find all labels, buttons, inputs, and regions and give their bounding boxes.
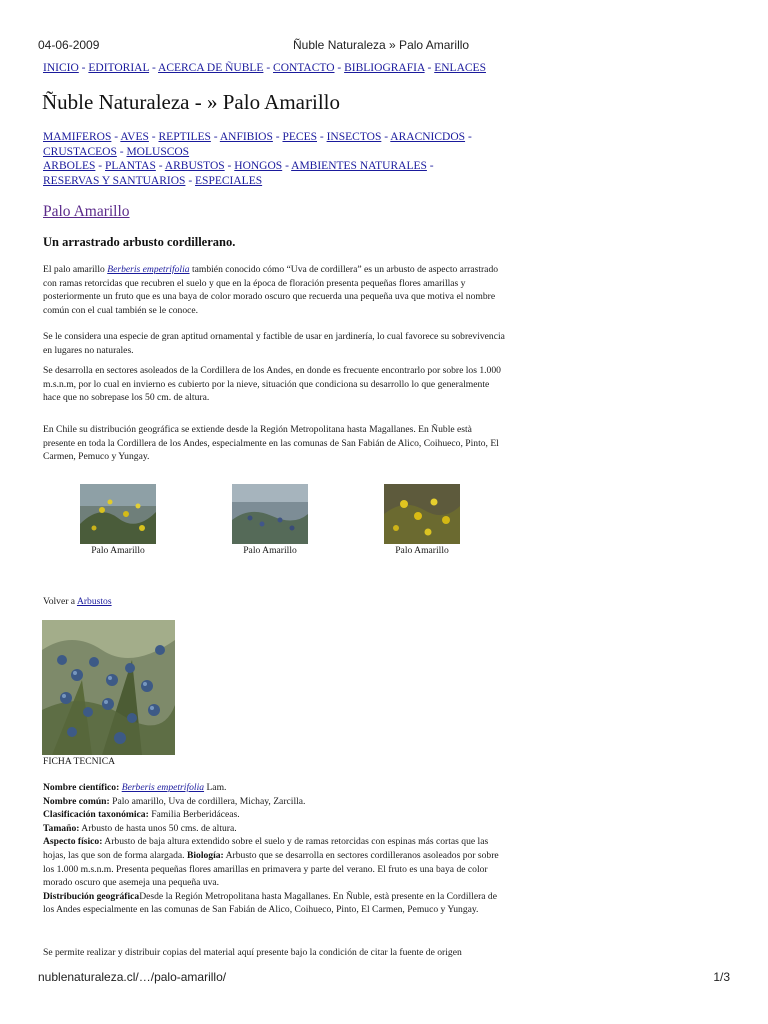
top-nav: INICIO - EDITORIAL - ACERCA DE ÑUBLE - CONTACTO - BIBLIOGRAFIA - ENLACES: [43, 62, 486, 74]
species-link[interactable]: Berberis empetrifolia: [107, 264, 190, 275]
gallery-thumbnail[interactable]: [384, 484, 460, 544]
ficha-taxonomy: Clasificación taxonómica: Familia Berberidáceas.: [43, 809, 240, 821]
ficha-size: Tamaño: Arbusto de hasta unos 50 cms. de altura.: [43, 822, 237, 834]
cat-link-anfibios[interactable]: ANFIBIOS: [219, 131, 273, 143]
nav-link-editorial[interactable]: EDITORIAL: [88, 62, 150, 74]
cat-link-peces[interactable]: PECES: [282, 131, 317, 143]
cat-link-ambientes[interactable]: AMBIENTES NATURALES: [291, 160, 427, 172]
gallery-caption: Palo Amarillo: [243, 545, 297, 556]
cat-link-reptiles[interactable]: REPTILES: [158, 131, 211, 143]
category-nav: [43, 130, 483, 188]
ficha-heading: FICHA TECNICA: [43, 756, 116, 767]
gallery-caption: Palo Amarillo: [91, 545, 145, 556]
license-note: Se permite realizar y distribuir copias del material aquí presente bajo la condición de citar la fuente de origen: [43, 947, 462, 958]
paragraph-4: En Chile su distribución geográfica se extiende desde la Región Metropolitana hasta Magallanes. En Ñuble està presente en toda la Cordillera de los Andes, especialmente en las comunas de San Fabián de Alico, Coihueco, Pinto, El Carmen, Pemuco y Yungay.: [43, 424, 499, 463]
technical-sheet: [43, 781, 503, 917]
paragraph-3: Se desarrolla en sectores asoleados de la Cordillera de los Andes, en donde es frecuente encontrarlo por sobre los 1.000 m.s.n.m, por lo cual en invierno es cubierto por la nieve, situación que condiciona su desarrollo lo que generalmente hace que no sobrepase los 50 cm. de altura.: [43, 365, 501, 404]
print-title: Ñuble Naturaleza » Palo Amarillo: [293, 38, 470, 52]
print-footer: [38, 970, 730, 988]
gallery-thumbnail[interactable]: [232, 484, 308, 544]
nav-link-acerca[interactable]: ACERCA DE ÑUBLE: [158, 62, 264, 74]
paragraph-2: Se le considera una especie de gran aptitud ornamental y factible de usar en jardinería, lo cual favorece su sobrevivencia en lugares no naturales.: [43, 331, 505, 356]
back-to-arbustos-link[interactable]: Arbustos: [76, 596, 112, 607]
nav-link-contacto[interactable]: CONTACTO: [273, 62, 335, 74]
gallery-thumbnail[interactable]: [80, 484, 156, 544]
category-row-2: ARBOLES - PLANTAS - ARBUSTOS - HONGOS - AMBIENTES NATURALES - RESERVAS Y SANTUARIOS - ESPECIALES: [43, 160, 434, 187]
cat-link-aves[interactable]: AVES: [120, 131, 149, 143]
cat-link-arboles[interactable]: ARBOLES: [43, 160, 96, 172]
nav-link-enlaces[interactable]: ENLACES: [434, 62, 486, 74]
scientific-name-link[interactable]: Berberis empetrifolia: [121, 782, 205, 793]
cat-link-moluscos[interactable]: MOLUSCOS: [126, 145, 190, 158]
ficha-scientific-name: Nombre científico: Berberis empetrifolia Lam.: [43, 782, 227, 793]
cat-link-hongos[interactable]: HONGOS: [234, 160, 283, 172]
print-header: [38, 38, 730, 56]
page-number: 1/3: [713, 970, 730, 984]
ficha-distribution: Distribución geográficaDesde la Región Metropolitana hasta Magallanes. En Ñuble, està presente en la Cordillera de los Andes especialmente en las comunas de San Fabián de Alico, Coihueco, Pinto, El Carmen, Pemuco y Yungay.: [43, 890, 497, 916]
article-title[interactable]: Palo Amarillo: [43, 203, 130, 220]
article-subtitle: Un arrastrado arbusto cordillerano.: [43, 235, 236, 249]
category-row-1: MAMIFEROS - AVES - REPTILES - ANFIBIOS - PECES - INSECTOS - ARACNICDOS - CRUSTACEOS - MOLUSCOS: [43, 131, 472, 158]
cat-link-plantas[interactable]: PLANTAS: [105, 160, 156, 172]
paragraph-1: El palo amarillo Berberis empetrifolia también conocido cómo “Uva de cordillera” es un arbusto de aspecto arrastrado con ramas retorcidas que recubren el suelo y que en la época de floración presenta pequeñas flores amarillas y posteriormente un fruto que es una baya de color morado oscuro que recuerda una pequeña uva que motiva el nombre común con el cual también se le conoce.: [43, 264, 499, 316]
gallery-caption: Palo Amarillo: [395, 545, 449, 556]
cat-link-crustaceos[interactable]: CRUSTACEOS: [43, 145, 117, 158]
berries-photo: [42, 620, 175, 755]
cat-link-insectos[interactable]: INSECTOS: [326, 131, 382, 143]
cat-link-arbustos[interactable]: ARBUSTOS: [164, 160, 225, 172]
print-date: 04-06-2009: [38, 38, 100, 52]
site-title: Ñuble Naturaleza - » Palo Amarillo: [42, 90, 340, 114]
cat-link-aracnicdos[interactable]: ARACNICDOS: [390, 131, 466, 143]
cat-link-mamiferos[interactable]: MAMIFEROS: [43, 131, 112, 143]
print-url: nublenaturaleza.cl/…/palo-amarillo/: [38, 970, 227, 984]
nav-link-bibliografia[interactable]: BIBLIOGRAFIA: [344, 62, 425, 74]
ficha-common-name: Nombre común: Palo amarillo, Uva de cordillera, Michay, Zarcilla.: [43, 795, 306, 807]
cat-link-reservas[interactable]: RESERVAS Y SANTUARIOS: [43, 174, 186, 187]
nav-link-inicio[interactable]: INICIO: [43, 62, 79, 74]
ficha-aspect-biology: Aspecto físico: Arbusto de baja altura extendido sobre el suelo y de ramas retorcidas con espinas más cortas que las hojas, las que son de forma alargada. Biología: Arbusto que se desarrolla en sectores cordilleranos asoleados por sobre los 1.000 m.s.n.m. Presenta pequeñas flores amarillas en primavera y parte del verano. El fruto es una baya de color morado oscuro que asemeja una pequeña uva.: [43, 836, 499, 889]
back-link-row: Volver a Arbustos: [43, 596, 112, 607]
cat-link-especiales[interactable]: ESPECIALES: [195, 174, 263, 187]
